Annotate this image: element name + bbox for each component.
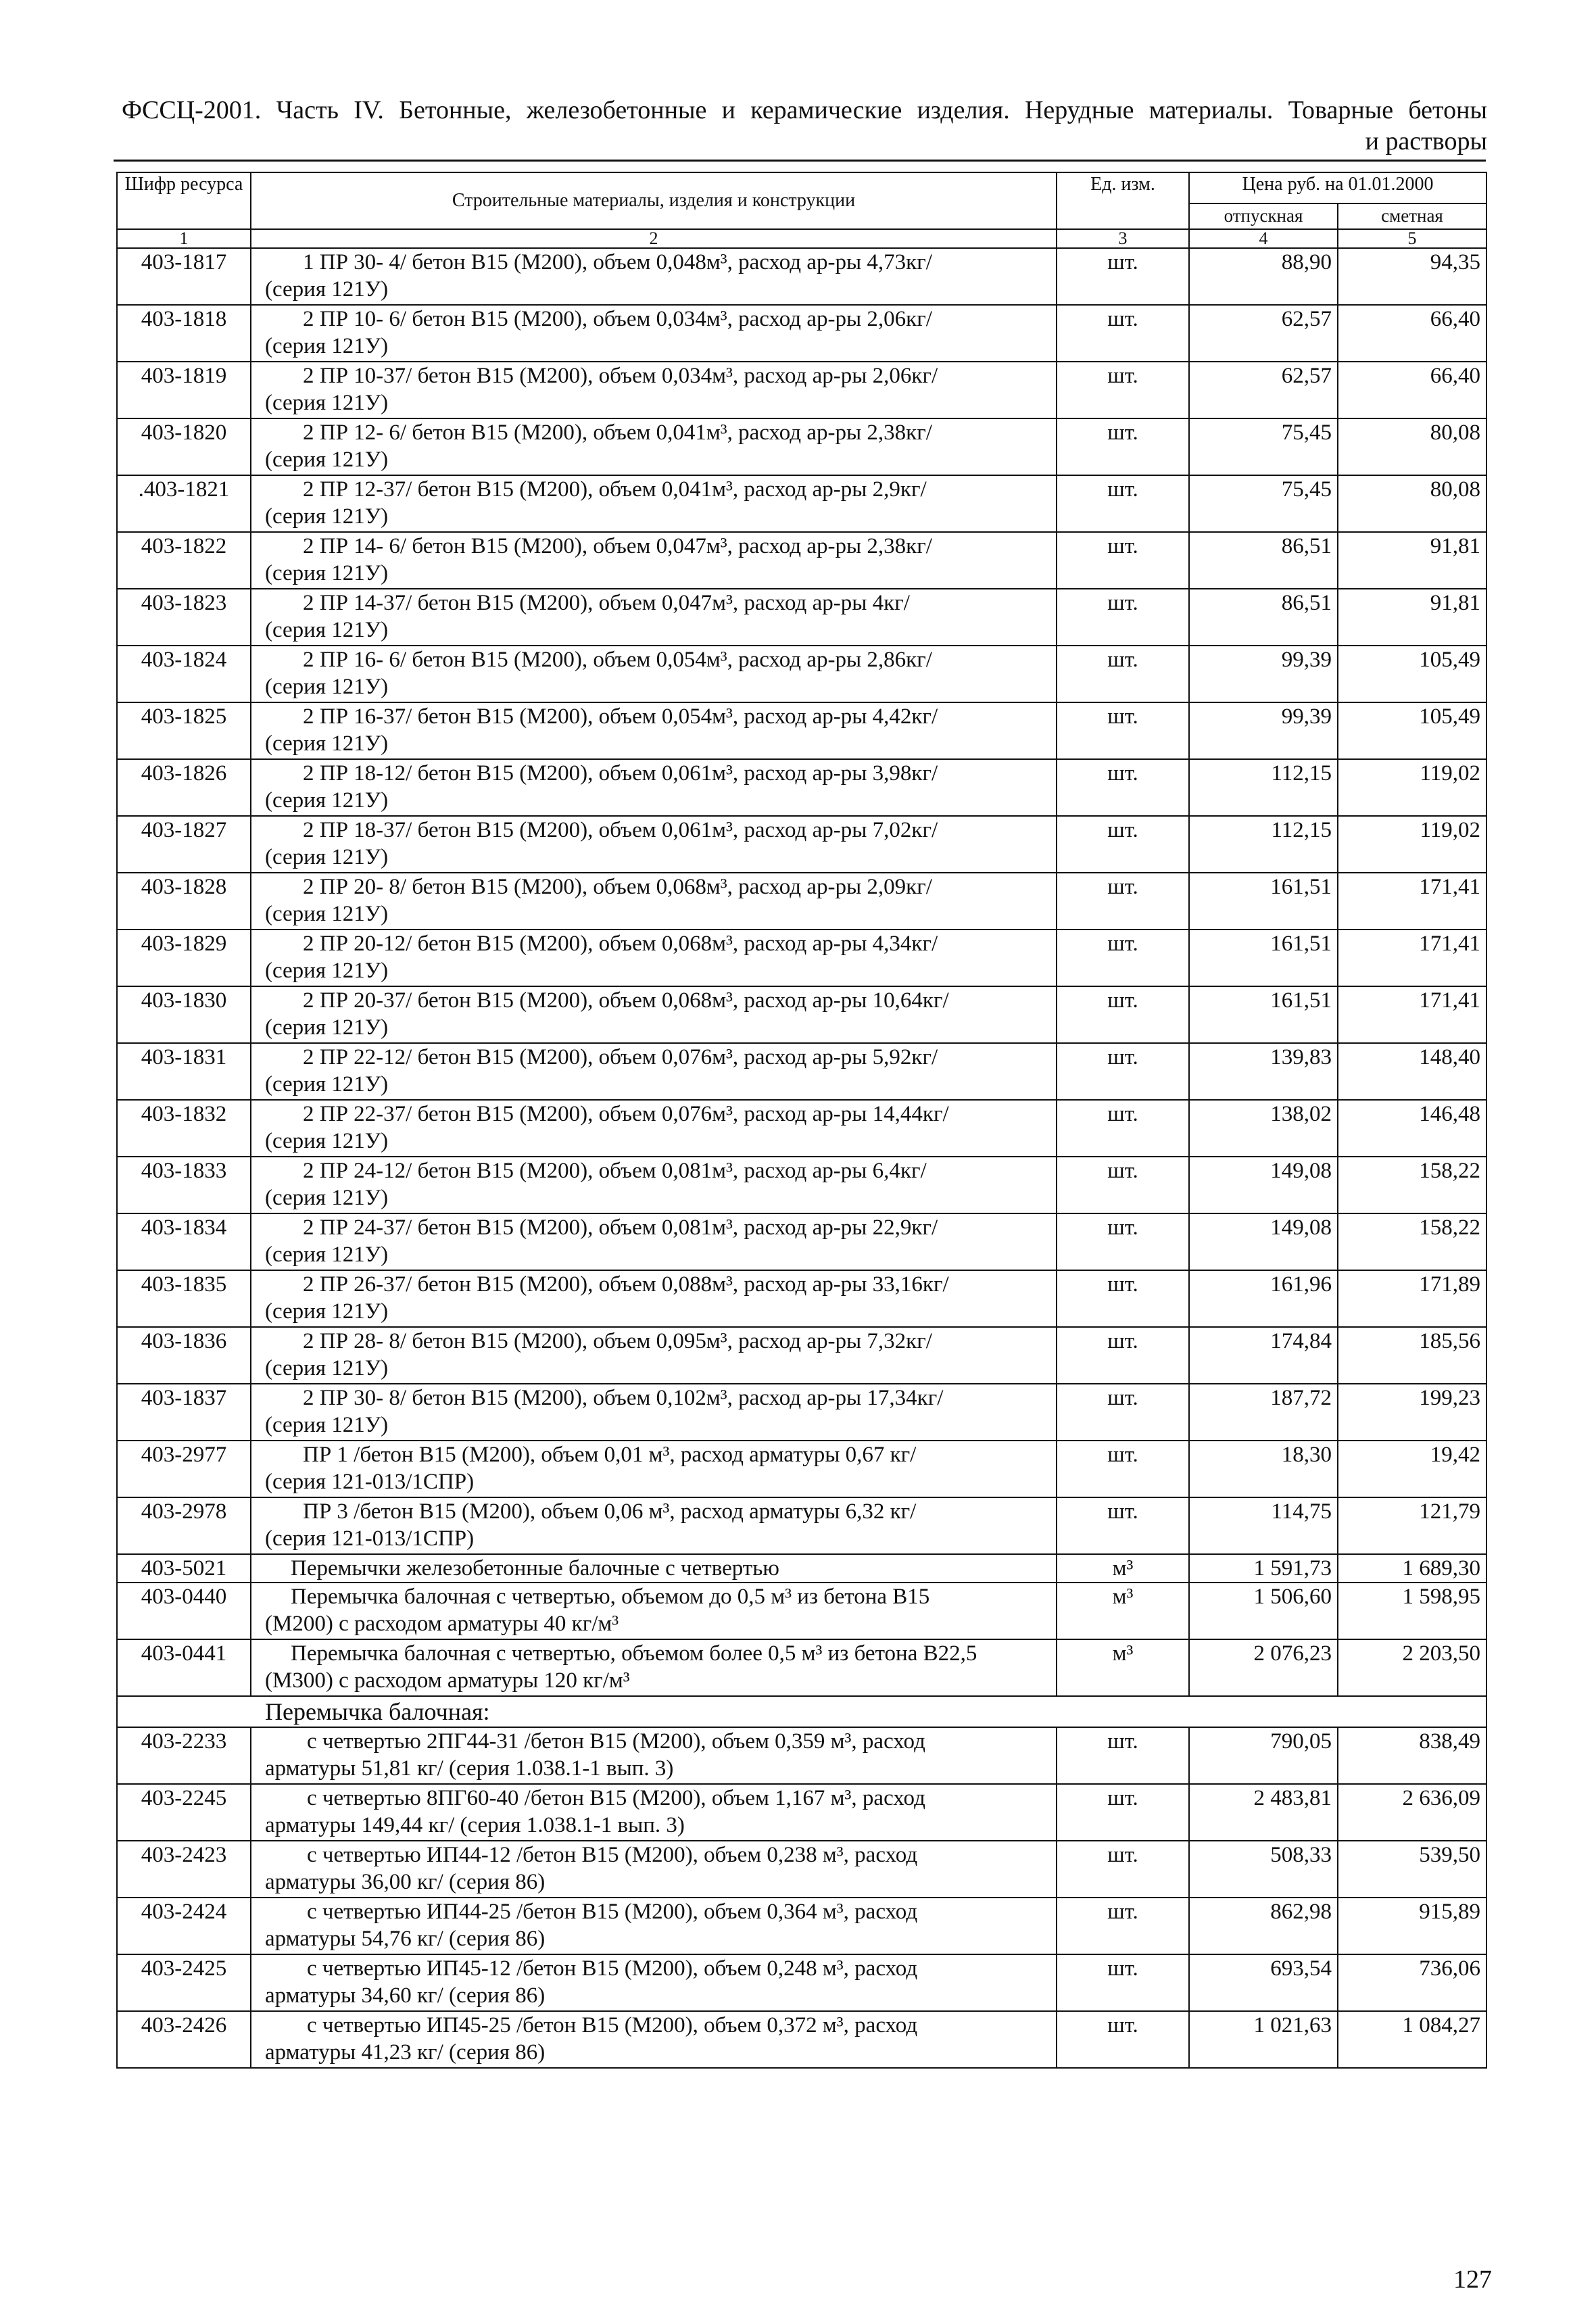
resource-name-line-1: 2 ПР 16- 6/ бетон В15 (М200), объем 0,054м³, расход ар-ры 2,86кг/ xyxy=(303,648,932,672)
price-wholesale: 18,30 xyxy=(1189,1441,1338,1497)
col-number: 2 xyxy=(251,229,1057,248)
table-row xyxy=(117,1554,1486,1583)
resource-name-line-2: (серия 121У) xyxy=(265,1356,389,1380)
price-table xyxy=(116,172,1487,2069)
table-row xyxy=(117,1898,1486,1954)
resource-name xyxy=(251,1898,1057,1954)
resource-name-line-2: (серия 121У) xyxy=(265,277,389,301)
header-code: Шифр ресурса xyxy=(117,172,251,229)
col-number: 5 xyxy=(1338,229,1486,248)
resource-name xyxy=(251,702,1057,759)
resource-name-line-2: (серия 121-013/1СПР) xyxy=(265,1526,475,1551)
resource-name-line-2: (серия 121У) xyxy=(265,1129,389,1153)
resource-name-line-1: 2 ПР 22-37/ бетон В15 (М200), объем 0,076м³, расход ар-ры 14,44кг/ xyxy=(303,1102,949,1126)
table-row xyxy=(117,248,1486,305)
resource-name xyxy=(251,1727,1057,1784)
price-wholesale: 2 483,81 xyxy=(1189,1784,1338,1841)
resource-name xyxy=(251,1639,1057,1696)
table-row xyxy=(117,1043,1486,1100)
col-number: 1 xyxy=(117,229,251,248)
price-wholesale: 86,51 xyxy=(1189,532,1338,589)
resource-code: 403-1828 xyxy=(117,873,251,930)
resource-name-line-1: 2 ПР 12- 6/ бетон В15 (М200), объем 0,041м³, расход ар-ры 2,38кг/ xyxy=(303,420,932,445)
resource-name-line-2: (серия 121У) xyxy=(265,391,389,415)
resource-code: .403-1821 xyxy=(117,475,251,532)
resource-name-line-1: с четвертью ИП44-25 /бетон В15 (М200), объем 0,364 м³, расход xyxy=(307,1900,918,1924)
price-estimate: 146,48 xyxy=(1338,1100,1486,1157)
resource-name-line-1: 2 ПР 28- 8/ бетон В15 (М200), объем 0,095м³, расход ар-ры 7,32кг/ xyxy=(303,1329,932,1353)
resource-name-line-2: (серия 121У) xyxy=(265,1015,389,1040)
resource-name xyxy=(251,305,1057,362)
price-wholesale: 75,45 xyxy=(1189,418,1338,475)
table-row xyxy=(117,930,1486,986)
table-row xyxy=(117,759,1486,816)
resource-name xyxy=(251,1213,1057,1270)
unit: шт. xyxy=(1057,1784,1189,1841)
resource-name xyxy=(251,1157,1057,1213)
unit: шт. xyxy=(1057,362,1189,418)
resource-name xyxy=(251,2011,1057,2068)
price-estimate: 1 689,30 xyxy=(1338,1554,1486,1583)
resource-code: 403-1833 xyxy=(117,1157,251,1213)
table-row xyxy=(117,1384,1486,1441)
resource-code: 403-0440 xyxy=(117,1583,251,1639)
resource-name xyxy=(251,930,1057,986)
price-wholesale: 1 021,63 xyxy=(1189,2011,1338,2068)
price-estimate: 171,41 xyxy=(1338,930,1486,986)
unit: шт. xyxy=(1057,759,1189,816)
resource-code: 403-2977 xyxy=(117,1441,251,1497)
table-row xyxy=(117,589,1486,646)
resource-code: 403-1834 xyxy=(117,1213,251,1270)
resource-code: 403-1831 xyxy=(117,1043,251,1100)
price-estimate: 105,49 xyxy=(1338,646,1486,702)
resource-code: 403-1837 xyxy=(117,1384,251,1441)
resource-code: 403-2425 xyxy=(117,1954,251,2011)
table-row xyxy=(117,986,1486,1043)
resource-name-line-1: 2 ПР 20- 8/ бетон В15 (М200), объем 0,068м³, расход ар-ры 2,09кг/ xyxy=(303,875,932,899)
title-rule xyxy=(114,160,1486,162)
resource-code: 403-1836 xyxy=(117,1327,251,1384)
unit: шт. xyxy=(1057,1327,1189,1384)
unit: шт. xyxy=(1057,1157,1189,1213)
resource-name-line-1: 2 ПР 24-37/ бетон В15 (М200), объем 0,081м³, расход ар-ры 22,9кг/ xyxy=(303,1215,938,1240)
resource-name xyxy=(251,1100,1057,1157)
resource-name-line-1: 2 ПР 14-37/ бетон В15 (М200), объем 0,047м³, расход ар-ры 4кг/ xyxy=(303,591,910,615)
price-wholesale: 862,98 xyxy=(1189,1898,1338,1954)
resource-name-line-2: (М200) с расходом арматуры 40 кг/м³ xyxy=(265,1612,619,1636)
header-price: Цена руб. на 01.01.2000 xyxy=(1189,172,1486,203)
table-row xyxy=(117,1497,1486,1554)
unit: шт. xyxy=(1057,418,1189,475)
table-row xyxy=(117,1100,1486,1157)
price-wholesale: 187,72 xyxy=(1189,1384,1338,1441)
price-wholesale: 62,57 xyxy=(1189,362,1338,418)
unit: шт. xyxy=(1057,589,1189,646)
col-number: 3 xyxy=(1057,229,1189,248)
price-wholesale: 2 076,23 xyxy=(1189,1639,1338,1696)
resource-name-line-1: 2 ПР 30- 8/ бетон В15 (М200), объем 0,102м³, расход ар-ры 17,34кг/ xyxy=(303,1386,944,1410)
price-estimate: 121,79 xyxy=(1338,1497,1486,1554)
resource-name xyxy=(251,759,1057,816)
col-number: 4 xyxy=(1189,229,1338,248)
price-estimate: 199,23 xyxy=(1338,1384,1486,1441)
resource-name-line-2: (серия 121У) xyxy=(265,1072,389,1096)
resource-name xyxy=(251,475,1057,532)
unit: м³ xyxy=(1057,1583,1189,1639)
resource-code: 403-1819 xyxy=(117,362,251,418)
resource-name-line-2: (серия 121У) xyxy=(265,448,389,472)
unit: м³ xyxy=(1057,1639,1189,1696)
resource-name xyxy=(251,1043,1057,1100)
price-wholesale: 112,15 xyxy=(1189,759,1338,816)
resource-code: 403-1817 xyxy=(117,248,251,305)
resource-code: 403-1822 xyxy=(117,532,251,589)
resource-name xyxy=(251,1497,1057,1554)
resource-name xyxy=(251,248,1057,305)
price-wholesale: 161,51 xyxy=(1189,930,1338,986)
price-estimate: 94,35 xyxy=(1338,248,1486,305)
unit: шт. xyxy=(1057,532,1189,589)
table-row xyxy=(117,2011,1486,2068)
resource-code: 403-1820 xyxy=(117,418,251,475)
resource-code: 403-1826 xyxy=(117,759,251,816)
resource-name xyxy=(251,1784,1057,1841)
price-estimate: 171,89 xyxy=(1338,1270,1486,1327)
price-wholesale: 88,90 xyxy=(1189,248,1338,305)
price-estimate: 158,22 xyxy=(1338,1213,1486,1270)
table-row xyxy=(117,873,1486,930)
price-estimate: 148,40 xyxy=(1338,1043,1486,1100)
price-wholesale: 149,08 xyxy=(1189,1157,1338,1213)
resource-name-line-1: с четвертью ИП45-12 /бетон В15 (М200), объем 0,248 м³, расход xyxy=(307,1956,918,1981)
group-row xyxy=(117,1696,1486,1727)
table-row xyxy=(117,1784,1486,1841)
resource-name-line-1: с четвертью ИП44-12 /бетон В15 (М200), объем 0,238 м³, расход xyxy=(307,1843,918,1867)
price-wholesale: 114,75 xyxy=(1189,1497,1338,1554)
resource-name xyxy=(251,1583,1057,1639)
unit: шт. xyxy=(1057,1727,1189,1784)
table-row xyxy=(117,1727,1486,1784)
price-estimate: 119,02 xyxy=(1338,759,1486,816)
table-row xyxy=(117,1327,1486,1384)
resource-name-line-1: с четвертью 8ПГ60-40 /бетон В15 (М200), объем 1,167 м³, расход xyxy=(307,1786,925,1810)
resource-name-line-2: (серия 121У) xyxy=(265,561,389,585)
price-estimate: 105,49 xyxy=(1338,702,1486,759)
unit: м³ xyxy=(1057,1554,1189,1583)
resource-code: 403-1830 xyxy=(117,986,251,1043)
resource-name-line-2: арматуры 41,23 кг/ (серия 86) xyxy=(265,2040,546,2065)
resource-name-line-2: (серия 121-013/1СПР) xyxy=(265,1470,475,1494)
price-wholesale: 138,02 xyxy=(1189,1100,1338,1157)
header-unit: Ед. изм. xyxy=(1057,172,1189,229)
resource-name xyxy=(251,532,1057,589)
price-wholesale: 99,39 xyxy=(1189,646,1338,702)
resource-name xyxy=(251,986,1057,1043)
resource-name-line-1: Перемычка балочная с четвертью, объемом более 0,5 м³ из бетона В22,5 xyxy=(291,1641,977,1666)
resource-name-line-1: 2 ПР 10- 6/ бетон В15 (М200), объем 0,034м³, расход ар-ры 2,06кг/ xyxy=(303,307,932,331)
table-row xyxy=(117,1841,1486,1898)
resource-name xyxy=(251,1441,1057,1497)
resource-name-line-2: (серия 121У) xyxy=(265,902,389,926)
resource-code: 403-2423 xyxy=(117,1841,251,1898)
resource-code: 403-1823 xyxy=(117,589,251,646)
table-row xyxy=(117,418,1486,475)
table-row xyxy=(117,1639,1486,1696)
unit: шт. xyxy=(1057,702,1189,759)
resource-name-line-1: 2 ПР 20-12/ бетон В15 (М200), объем 0,068м³, расход ар-ры 4,34кг/ xyxy=(303,932,938,956)
resource-name-line-2: арматуры 54,76 кг/ (серия 86) xyxy=(265,1927,546,1951)
unit: шт. xyxy=(1057,1043,1189,1100)
resource-name-line-2: (серия 121У) xyxy=(265,618,389,642)
resource-name-line-2: (серия 121У) xyxy=(265,1186,389,1210)
price-estimate: 91,81 xyxy=(1338,589,1486,646)
resource-name xyxy=(251,1954,1057,2011)
header-wholesale: отпускная xyxy=(1189,203,1338,229)
table-row xyxy=(117,1441,1486,1497)
resource-code: 403-1824 xyxy=(117,646,251,702)
resource-code: 403-1835 xyxy=(117,1270,251,1327)
price-estimate: 1 084,27 xyxy=(1338,2011,1486,2068)
resource-name xyxy=(251,816,1057,873)
price-estimate: 171,41 xyxy=(1338,986,1486,1043)
price-wholesale: 149,08 xyxy=(1189,1213,1338,1270)
table-header xyxy=(117,172,1486,248)
resource-name-line-1: 1 ПР 30- 4/ бетон В15 (М200), объем 0,048м³, расход ар-ры 4,73кг/ xyxy=(303,250,932,274)
price-estimate: 119,02 xyxy=(1338,816,1486,873)
price-wholesale: 62,57 xyxy=(1189,305,1338,362)
price-wholesale: 112,15 xyxy=(1189,816,1338,873)
resource-code: 403-1818 xyxy=(117,305,251,362)
unit: шт. xyxy=(1057,986,1189,1043)
price-wholesale: 86,51 xyxy=(1189,589,1338,646)
page-title xyxy=(122,95,1487,157)
resource-name-line-2: (серия 121У) xyxy=(265,1299,389,1324)
table-row xyxy=(117,1157,1486,1213)
resource-name xyxy=(251,1554,1057,1583)
resource-name-line-2: арматуры 149,44 кг/ (серия 1.038.1-1 вып. 3) xyxy=(265,1813,685,1837)
resource-name xyxy=(251,1327,1057,1384)
resource-name xyxy=(251,362,1057,418)
resource-code: 403-2424 xyxy=(117,1898,251,1954)
price-estimate: 185,56 xyxy=(1338,1327,1486,1384)
price-estimate: 2 636,09 xyxy=(1338,1784,1486,1841)
price-estimate: 1 598,95 xyxy=(1338,1583,1486,1639)
price-wholesale: 161,96 xyxy=(1189,1270,1338,1327)
price-wholesale: 75,45 xyxy=(1189,475,1338,532)
price-estimate: 838,49 xyxy=(1338,1727,1486,1784)
price-wholesale: 790,05 xyxy=(1189,1727,1338,1784)
price-estimate: 171,41 xyxy=(1338,873,1486,930)
table-row xyxy=(117,1583,1486,1639)
resource-code: 403-1832 xyxy=(117,1100,251,1157)
price-wholesale: 161,51 xyxy=(1189,986,1338,1043)
resource-name xyxy=(251,1841,1057,1898)
resource-name-line-2: (серия 121У) xyxy=(265,334,389,358)
unit: шт. xyxy=(1057,1270,1189,1327)
unit: шт. xyxy=(1057,1213,1189,1270)
resource-name-line-1: Перемычки железобетонные балочные с четвертью xyxy=(291,1556,779,1581)
unit: шт. xyxy=(1057,1954,1189,2011)
price-wholesale: 508,33 xyxy=(1189,1841,1338,1898)
unit: шт. xyxy=(1057,2011,1189,2068)
unit: шт. xyxy=(1057,873,1189,930)
price-estimate: 2 203,50 xyxy=(1338,1639,1486,1696)
price-estimate: 539,50 xyxy=(1338,1841,1486,1898)
price-wholesale: 99,39 xyxy=(1189,702,1338,759)
resource-name-line-2: (серия 121У) xyxy=(265,675,389,699)
table-row xyxy=(117,646,1486,702)
price-estimate: 19,42 xyxy=(1338,1441,1486,1497)
table-row xyxy=(117,305,1486,362)
group-title: Перемычка балочная: xyxy=(117,1696,1486,1727)
resource-name xyxy=(251,873,1057,930)
table-row xyxy=(117,1213,1486,1270)
price-estimate: 66,40 xyxy=(1338,305,1486,362)
resource-name-line-2: (серия 121У) xyxy=(265,731,389,756)
unit: шт. xyxy=(1057,1441,1189,1497)
resource-name-line-2: (серия 121У) xyxy=(265,504,389,529)
resource-name-line-2: (серия 121У) xyxy=(265,1243,389,1267)
table-row xyxy=(117,816,1486,873)
table-row xyxy=(117,1954,1486,2011)
unit: шт. xyxy=(1057,930,1189,986)
resource-name-line-2: арматуры 36,00 кг/ (серия 86) xyxy=(265,1870,546,1894)
page-title-line-2: и растворы xyxy=(1365,127,1487,155)
resource-name-line-2: (М300) с расходом арматуры 120 кг/м³ xyxy=(265,1668,630,1693)
resource-name-line-1: 2 ПР 12-37/ бетон В15 (М200), объем 0,041м³, расход ар-ры 2,9кг/ xyxy=(303,477,927,502)
resource-name xyxy=(251,1384,1057,1441)
unit: шт. xyxy=(1057,1497,1189,1554)
resource-name-line-2: арматуры 34,60 кг/ (серия 86) xyxy=(265,1983,546,2008)
table-row xyxy=(117,702,1486,759)
resource-name-line-1: 2 ПР 26-37/ бетон В15 (М200), объем 0,088м³, расход ар-ры 33,16кг/ xyxy=(303,1272,949,1297)
price-estimate: 80,08 xyxy=(1338,475,1486,532)
price-estimate: 80,08 xyxy=(1338,418,1486,475)
resource-name-line-1: с четвертью 2ПГ44-31 /бетон В15 (М200), объем 0,359 м³, расход xyxy=(307,1729,925,1754)
resource-code: 403-5021 xyxy=(117,1554,251,1583)
price-estimate: 91,81 xyxy=(1338,532,1486,589)
unit: шт. xyxy=(1057,1100,1189,1157)
resource-name-line-2: (серия 121У) xyxy=(265,1413,389,1437)
price-wholesale: 139,83 xyxy=(1189,1043,1338,1100)
unit: шт. xyxy=(1057,248,1189,305)
resource-code: 403-2245 xyxy=(117,1784,251,1841)
resource-name-line-1: 2 ПР 20-37/ бетон В15 (М200), объем 0,068м³, расход ар-ры 10,64кг/ xyxy=(303,988,949,1013)
unit: шт. xyxy=(1057,1384,1189,1441)
table-body-b xyxy=(117,1727,1486,2068)
unit: шт. xyxy=(1057,816,1189,873)
resource-name-line-1: 2 ПР 14- 6/ бетон В15 (М200), объем 0,047м³, расход ар-ры 2,38кг/ xyxy=(303,534,932,558)
price-wholesale: 161,51 xyxy=(1189,873,1338,930)
resource-code: 403-2233 xyxy=(117,1727,251,1784)
unit: шт. xyxy=(1057,475,1189,532)
resource-name-line-1: 2 ПР 10-37/ бетон В15 (М200), объем 0,034м³, расход ар-ры 2,06кг/ xyxy=(303,364,938,388)
resource-code: 403-1829 xyxy=(117,930,251,986)
resource-name-line-1: с четвертью ИП45-25 /бетон В15 (М200), объем 0,372 м³, расход xyxy=(307,2013,918,2037)
resource-code: 403-1827 xyxy=(117,816,251,873)
resource-name-line-2: арматуры 51,81 кг/ (серия 1.038.1-1 вып. 3) xyxy=(265,1756,674,1781)
group-section xyxy=(117,1696,1486,1727)
price-wholesale: 693,54 xyxy=(1189,1954,1338,2011)
resource-name-line-1: 2 ПР 18-12/ бетон В15 (М200), объем 0,061м³, расход ар-ры 3,98кг/ xyxy=(303,761,938,786)
unit: шт. xyxy=(1057,305,1189,362)
table-row xyxy=(117,362,1486,418)
resource-name-line-1: 2 ПР 18-37/ бетон В15 (М200), объем 0,061м³, расход ар-ры 7,02кг/ xyxy=(303,818,938,842)
price-estimate: 915,89 xyxy=(1338,1898,1486,1954)
resource-name-line-2: (серия 121У) xyxy=(265,959,389,983)
header-name: Строительные материалы, изделия и конструкции xyxy=(251,172,1057,229)
price-wholesale: 174,84 xyxy=(1189,1327,1338,1384)
price-estimate: 66,40 xyxy=(1338,362,1486,418)
resource-code: 403-2978 xyxy=(117,1497,251,1554)
table-row xyxy=(117,475,1486,532)
table-row xyxy=(117,1270,1486,1327)
price-wholesale: 1 591,73 xyxy=(1189,1554,1338,1583)
price-estimate: 736,06 xyxy=(1338,1954,1486,2011)
resource-name-line-1: 2 ПР 24-12/ бетон В15 (М200), объем 0,081м³, расход ар-ры 6,4кг/ xyxy=(303,1159,927,1183)
unit: шт. xyxy=(1057,1841,1189,1898)
resource-name xyxy=(251,418,1057,475)
price-estimate: 158,22 xyxy=(1338,1157,1486,1213)
resource-name xyxy=(251,1270,1057,1327)
unit: шт. xyxy=(1057,1898,1189,1954)
page-title-line-1: ФССЦ-2001. Часть IV. Бетонные, железобетонные и керамические изделия. Нерудные материалы. Товарные бетоны xyxy=(122,96,1487,124)
resource-name-line-2: (серия 121У) xyxy=(265,845,389,869)
price-wholesale: 1 506,60 xyxy=(1189,1583,1338,1639)
resource-name-line-1: ПР 1 /бетон В15 (М200), объем 0,01 м³, расход арматуры 0,67 кг/ xyxy=(303,1443,917,1467)
header-estimate: сметная xyxy=(1338,203,1486,229)
resource-name-line-1: Перемычка балочная с четвертью, объемом до 0,5 м³ из бетона В15 xyxy=(291,1585,930,1609)
resource-code: 403-0441 xyxy=(117,1639,251,1696)
resource-name xyxy=(251,646,1057,702)
resource-name-line-2: (серия 121У) xyxy=(265,788,389,813)
resource-code: 403-1825 xyxy=(117,702,251,759)
page-number: 127 xyxy=(1453,2265,1492,2294)
table-row xyxy=(117,532,1486,589)
resource-name-line-1: ПР 3 /бетон В15 (М200), объем 0,06 м³, расход арматуры 6,32 кг/ xyxy=(303,1499,917,1524)
resource-code: 403-2426 xyxy=(117,2011,251,2068)
resource-name-line-1: 2 ПР 16-37/ бетон В15 (М200), объем 0,054м³, расход ар-ры 4,42кг/ xyxy=(303,704,938,729)
unit: шт. xyxy=(1057,646,1189,702)
resource-name xyxy=(251,589,1057,646)
resource-name-line-1: 2 ПР 22-12/ бетон В15 (М200), объем 0,076м³, расход ар-ры 5,92кг/ xyxy=(303,1045,938,1069)
table-body-a xyxy=(117,248,1486,1696)
